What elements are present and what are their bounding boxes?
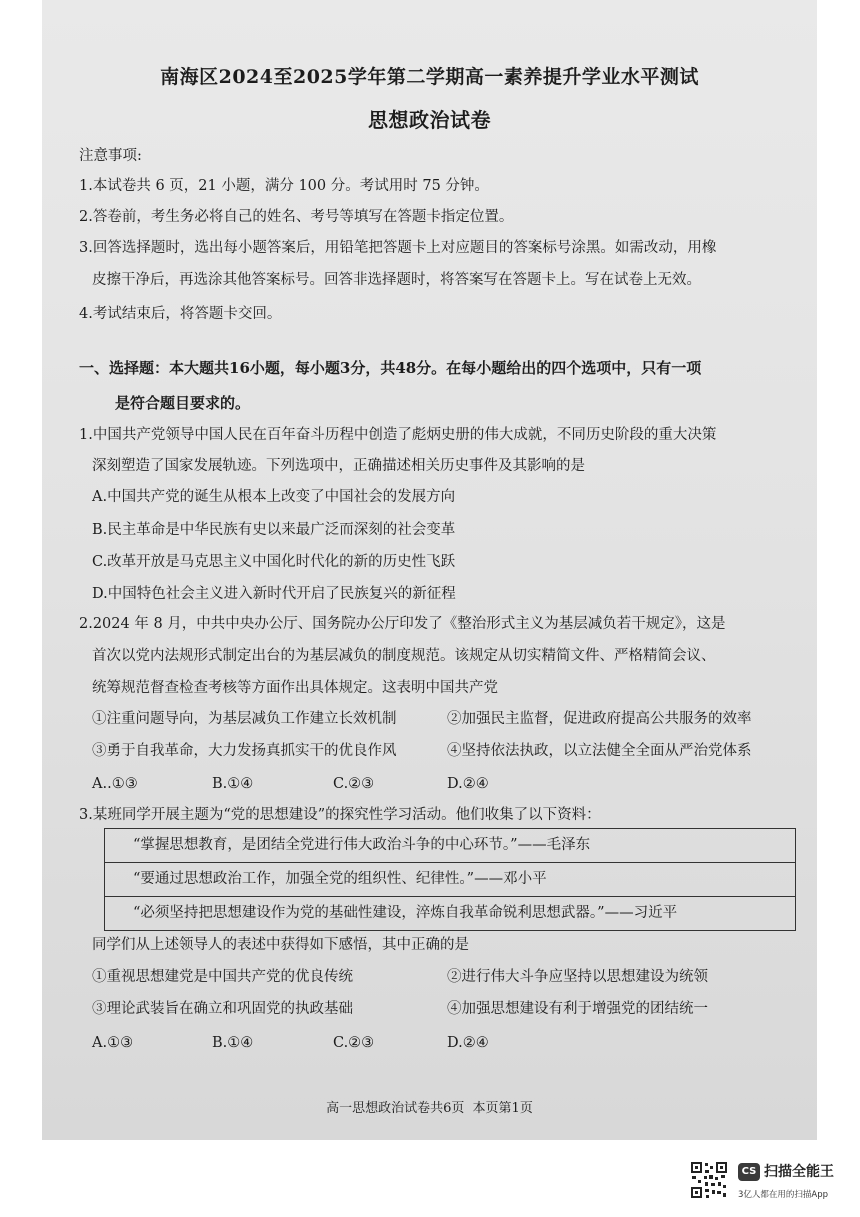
quote-row: “要通过思想政治工作，加强全党的组织性、纪律性。”——邓小平 xyxy=(105,863,795,897)
q2-option-c: C.②③ xyxy=(333,776,375,792)
notice-heading: 注意事项: xyxy=(79,148,142,164)
q1-option-a: A.中国共产党的诞生从根本上改变了中国社会的发展方向 xyxy=(92,489,456,505)
camscanner-logo: CS xyxy=(738,1163,760,1181)
q1-option-c: C.改革开放是马克思主义中国化时代化的新的历史性飞跃 xyxy=(92,554,456,570)
q1-option-d: D.中国特色社会主义进入新时代开启了民族复兴的新征程 xyxy=(92,586,456,602)
camscanner-name: 扫描全能王 xyxy=(764,1164,834,1180)
exam-subtitle: 思想政治试卷 xyxy=(368,108,491,132)
q2-statement-1: ①注重问题导向，为基层减负工作建立长效机制 xyxy=(92,711,397,727)
section-heading-cont: 是符合题目要求的。 xyxy=(115,394,251,412)
notice-item: 2.答卷前，考生务必将自己的姓名、考号等填写在答题卡指定位置。 xyxy=(79,209,514,225)
q3-stem: 同学们从上述领导人的表述中获得如下感悟，其中正确的是 xyxy=(92,937,469,953)
q2-statement-3: ③勇于自我革命，大力发扬真抓实干的优良作风 xyxy=(92,743,397,759)
q1-stem: 1.中国共产党领导中国人民在百年奋斗历程中创造了彪炳史册的伟大成就，不同历史阶段的重大决策 xyxy=(79,427,717,443)
q2-option-d: D.②④ xyxy=(447,776,489,792)
q3-statement-3: ③理论武装旨在确立和巩固党的执政基础 xyxy=(92,1001,353,1017)
q1-stem: 深刻塑造了国家发展轨迹。下列选项中，正确描述相关历史事件及其影响的是 xyxy=(92,458,585,474)
q3-statement-1: ①重视思想建党是中国共产党的优良传统 xyxy=(92,969,353,985)
q2-option-a: A..①③ xyxy=(92,776,138,792)
q3-option-b: B.①④ xyxy=(212,1035,254,1051)
notice-item: 4.考试结束后，将答题卡交回。 xyxy=(79,306,282,322)
page-footer: 高一思想政治试卷共6页 本页第1页 xyxy=(326,1101,533,1116)
qr-code-icon xyxy=(690,1161,728,1199)
q3-option-c: C.②③ xyxy=(333,1035,375,1051)
q3-option-a: A.①③ xyxy=(92,1035,134,1051)
section-heading: 一、选择题：本大题共16小题，每小题3分，共48分。在每小题给出的四个选项中，只有一项 xyxy=(79,359,702,377)
quote-row: “掌握思想教育，是团结全党进行伟大政治斗争的中心环节。”——毛泽东 xyxy=(105,829,795,863)
exam-page xyxy=(42,0,817,1140)
q3-statement-4: ④加强思想建设有利于增强党的团结统一 xyxy=(447,1001,708,1017)
q2-stem: 2.2024 年 8 月，中共中央办公厅、国务院办公厅印发了《整治形式主义为基层减负若干规定》，这是 xyxy=(79,616,726,632)
camscanner-tagline: 3亿人都在用的扫描App xyxy=(738,1190,829,1200)
q3-stem: 3.某班同学开展主题为“党的思想建设”的探究性学习活动。他们收集了以下资料： xyxy=(79,807,601,823)
q3-option-d: D.②④ xyxy=(447,1035,489,1051)
q2-option-b: B.①④ xyxy=(212,776,254,792)
notice-item: 1.本试卷共 6 页，21 小题，满分 100 分。考试用时 75 分钟。 xyxy=(79,178,489,194)
quote-table xyxy=(104,828,796,931)
quote-row: “必须坚持把思想建设作为党的基础性建设，淬炼自我革命锐利思想武器。”——习近平 xyxy=(133,905,678,921)
exam-title: 南海区2024至2025学年第二学期高一素养提升学业水平测试 xyxy=(160,66,699,88)
q3-statement-2: ②进行伟大斗争应坚持以思想建设为统领 xyxy=(447,969,708,985)
q2-stem: 首次以党内法规形式制定出台的为基层减负的制度规范。该规定从切实精简文件、严格精简会议、 xyxy=(92,648,716,664)
q1-option-b: B.民主革命是中华民族有史以来最广泛而深刻的社会变革 xyxy=(92,522,456,538)
notice-item: 3.回答选择题时，选出每小题答案后，用铅笔把答题卡上对应题目的答案标号涂黑。如需改动，用橡 xyxy=(79,240,717,256)
notice-item: 皮擦干净后，再选涂其他答案标号。回答非选择题时，将答案写在答题卡上。写在试卷上无效。 xyxy=(92,272,701,288)
q2-stem: 统筹规范督查检查考核等方面作出具体规定。这表明中国共产党 xyxy=(92,680,498,696)
q2-statement-2: ②加强民主监督，促进政府提高公共服务的效率 xyxy=(447,711,752,727)
q2-statement-4: ④坚持依法执政，以立法健全全面从严治党体系 xyxy=(447,743,752,759)
